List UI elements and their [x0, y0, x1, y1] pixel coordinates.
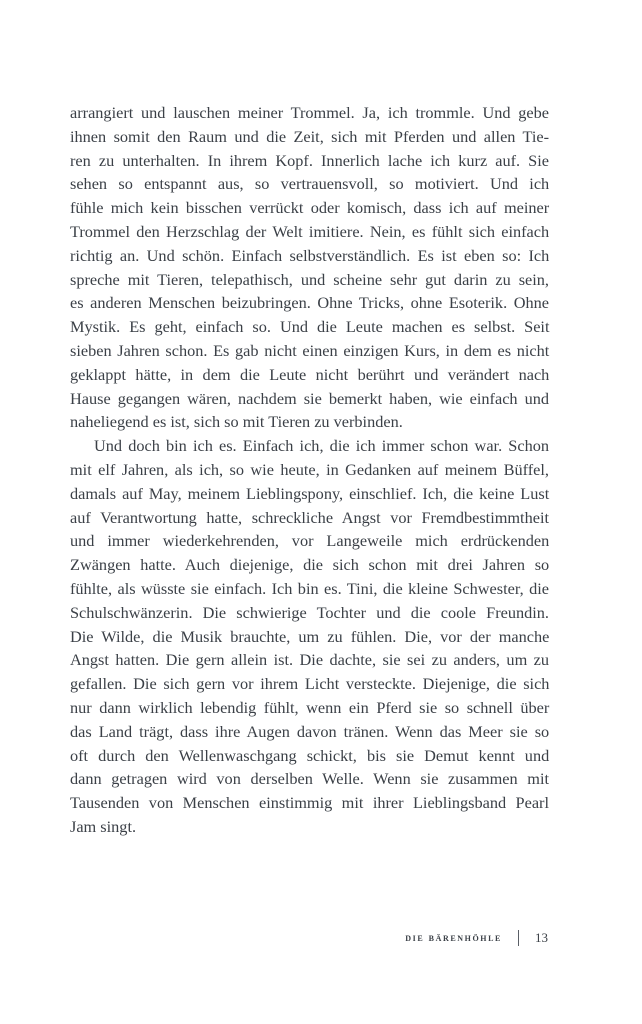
text-line: Angst hatten. Die gern allein ist. Die dachte, sie sei zu anders, um zu: [70, 650, 550, 670]
text-line: und immer wiederkehrenden, vor Langeweile mich erdrückenden: [70, 531, 550, 551]
text-line: Tausenden von Menschen einstimmig mit ihrer Lieblingsband Pearl: [70, 793, 549, 813]
text-line: fühle mich kein bisschen verrückt oder komisch, dass ich auf meiner: [70, 198, 550, 218]
footer-separator: [518, 930, 519, 946]
text-line: damals auf May, meinem Lieblingspony, einschlief. Ich, die keine Lust: [70, 483, 550, 503]
text-line: ihnen somit den Raum und die Zeit, sich mit Pferden und allen Tie-: [70, 126, 550, 146]
text-line: spreche mit Tieren, telepathisch, und scheine sehr gut darin zu sein,: [70, 269, 549, 289]
text-line: Schulschwänzerin. Die schwierige Tochter und die coole Freundin.: [70, 602, 549, 622]
text-line: gefallen. Die sich gern vor ihrem Licht versteckte. Diejenige, die sich: [70, 674, 550, 694]
text-line: geklappt hätte, in dem die Leute nicht berührt und verändert nach: [70, 364, 550, 384]
text-line: oft durch den Wellenwaschgang schickt, bis sie Demut kennt und: [70, 745, 550, 765]
text-line: nur dann wirklich lebendig fühlt, wenn ein Pferd sie so schnell über: [70, 697, 550, 717]
text-line: Zwängen hatte. Auch diejenige, die sich schon mit drei Jahren so: [70, 555, 550, 575]
text-line: richtig an. Und schön. Einfach selbstverständlich. Es ist eben so: Ich: [70, 245, 550, 265]
text-line: das Land trägt, dass ihre Augen davon tränen. Wenn das Meer sie so: [70, 721, 550, 741]
text-line: Trommel den Herzschlag der Welt imitiere. Nein, es fühlt sich einfach: [70, 221, 550, 241]
text-line: naheliegend es ist, sich so mit Tieren zu verbinden.: [70, 412, 403, 432]
text-line: fühlte, als wüsste sie einfach. Ich bin es. Tini, die kleine Schwester, die: [70, 578, 549, 598]
text-line: arrangiert und lauschen meiner Trommel. Ja, ich trommle. Und gebe: [70, 103, 549, 122]
paragraph: [70, 101, 549, 434]
text-line: sehen so entspannt aus, so vertrauensvoll, so motiviert. Und ich: [70, 174, 550, 194]
paragraph: [70, 434, 549, 839]
text-line: sieben Jahren schon. Es gab nicht einen einzigen Kurs, in dem es nicht: [70, 340, 550, 360]
running-head: die bärenhöhle: [405, 932, 502, 944]
text-line: Jam singt.: [70, 816, 137, 836]
text-line: es anderen Menschen beizubringen. Ohne Tricks, ohne Esoterik. Ohne: [70, 293, 549, 313]
text-line: ren zu unterhalten. In ihrem Kopf. Innerlich lache ich kurz auf. Sie: [70, 150, 549, 170]
page-body: [70, 101, 549, 839]
text-line: mit elf Jahren, als ich, so wie heute, in Gedanken auf meinem Büffel,: [70, 459, 549, 479]
text-line: dann getragen wird von derselben Welle. Wenn sie zusammen mit: [70, 769, 550, 789]
page-footer: [0, 930, 548, 946]
text-line: Und doch bin ich es. Einfach ich, die ich immer schon war. Schon: [94, 436, 549, 456]
text-line: Hause gegangen wären, nachdem sie bemerkt haben, wie einfach und: [70, 388, 549, 408]
text-line: Die Wilde, die Musik brauchte, um zu fühlen. Die, vor der manche: [70, 626, 550, 646]
text-line: auf Verantwortung hatte, schreckliche Angst vor Fremdbestimmtheit: [70, 507, 549, 527]
text-line: Mystik. Es geht, einfach so. Und die Leute machen es selbst. Seit: [70, 317, 550, 337]
page-number: 13: [535, 930, 548, 945]
